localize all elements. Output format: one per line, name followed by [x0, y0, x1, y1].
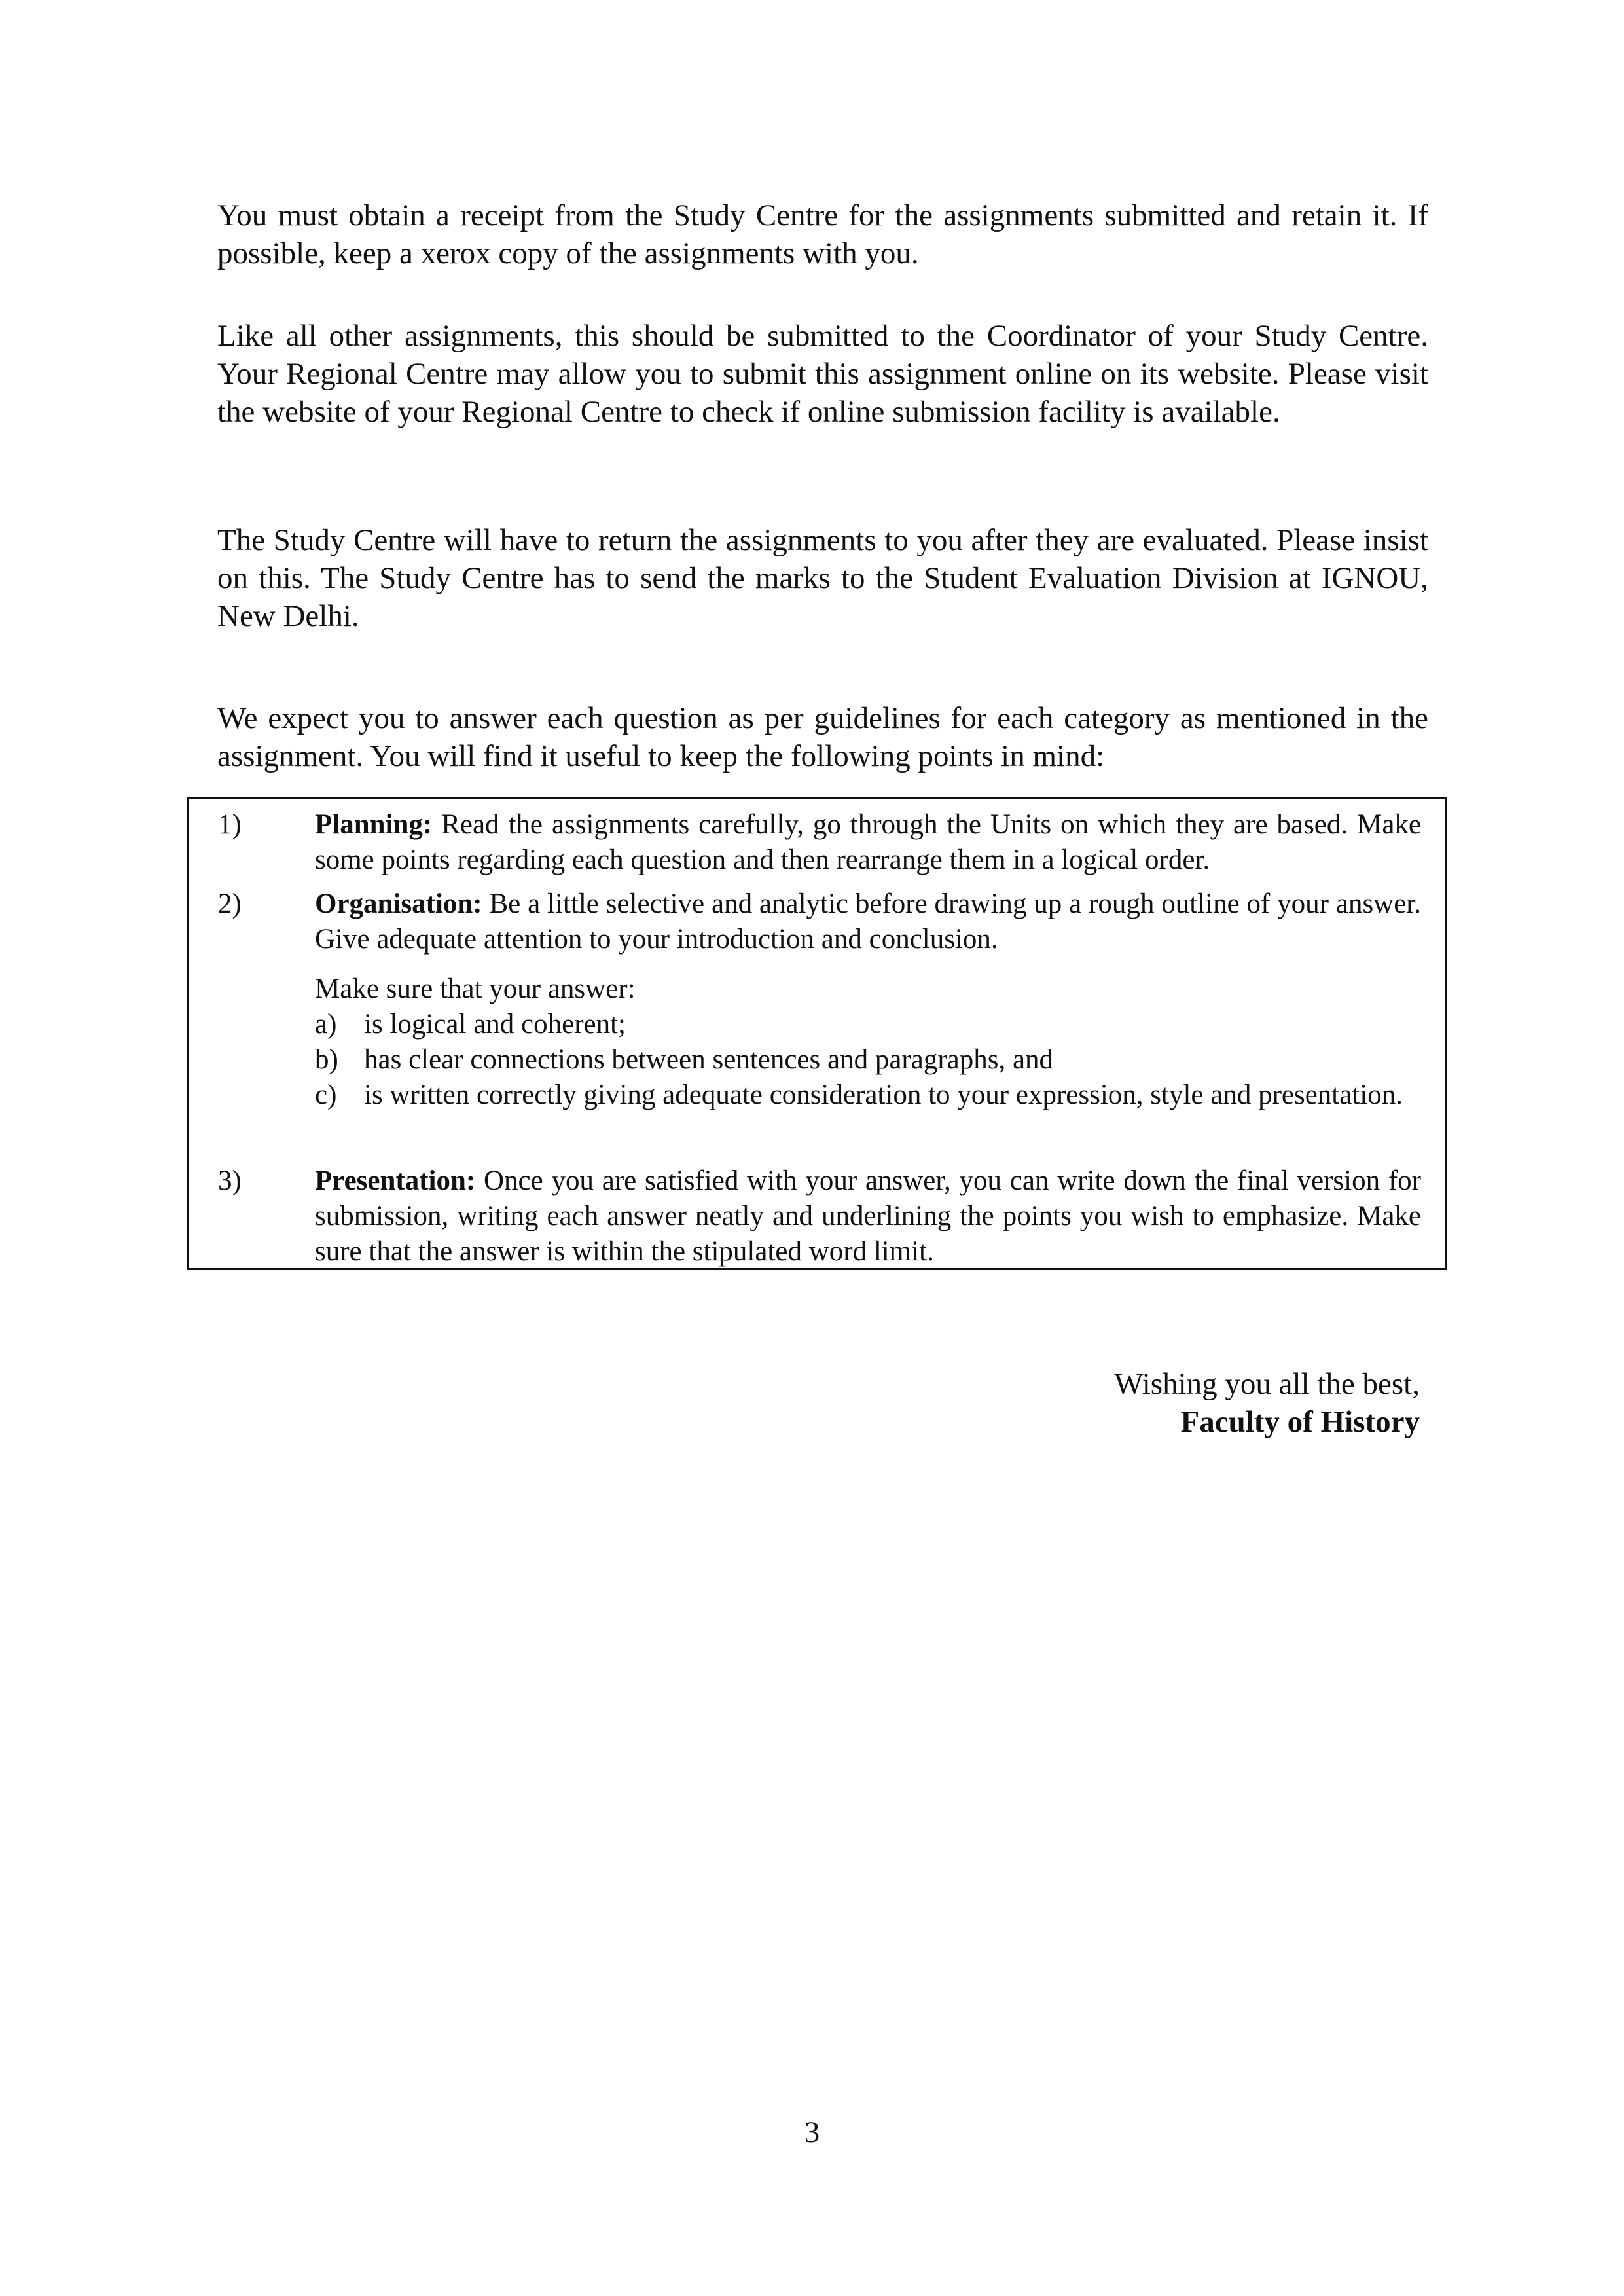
- closing-line: Wishing you all the best,: [1114, 1367, 1420, 1401]
- guideline-heading: Organisation:: [315, 888, 482, 919]
- paragraph-evaluation: The Study Centre will have to return the assignments to you after they are evaluated. Please insist on this. The Study Centre has to send the marks to the Student Evaluation Division at IGNOU, New Delhi.: [217, 523, 1428, 633]
- sub-list-item: [315, 1007, 1421, 1042]
- page-number: 3: [804, 2115, 820, 2149]
- guideline-text: Once you are satisfied with your answer, you can write down the final version for submission, writing each answer neatly and underlining the points you wish to emphasize. Make sure that the answer is within the stipulated word limit.: [315, 1165, 1422, 1267]
- sub-list-letter: a): [315, 1009, 337, 1040]
- sub-list-text: is written correctly giving adequate consideration to your expression, style and presentation.: [364, 1080, 1403, 1110]
- sub-list-letter: c): [315, 1080, 337, 1110]
- sub-list-letter: b): [315, 1044, 338, 1075]
- paragraph-submission: Like all other assignments, this should be submitted to the Coordinator of your Study Centre. Your Regional Centre may allow you to submit this assignment online on its website. Please visit the website of your Regional Centre to check if online submission facility is available.: [217, 319, 1428, 429]
- signature: Faculty of History: [1180, 1405, 1420, 1439]
- guideline-number: 2): [218, 888, 242, 919]
- sub-list: [315, 1007, 1421, 1113]
- guideline-body: [315, 886, 1421, 1113]
- guideline-body: [315, 1163, 1421, 1269]
- guideline-heading: Presentation:: [315, 1165, 476, 1196]
- paragraph-expectations: We expect you to answer each question as per guidelines for each category as mentioned in the assignment. You will find it useful to keep the following points in mind:: [217, 701, 1428, 773]
- sub-list-text: is logical and coherent;: [364, 1009, 626, 1040]
- guideline-body: [315, 807, 1421, 878]
- paragraph-receipt: You must obtain a receipt from the Study Centre for the assignments submitted and retain it. If possible, keep a xerox copy of the assignments with you.: [217, 198, 1428, 270]
- sub-list-item: [315, 1042, 1421, 1078]
- sub-list-intro: Make sure that your answer:: [315, 974, 636, 1004]
- guideline-text: Be a little selective and analytic before drawing up a rough outline of your answer. Give adequate attention to your introduction and conclusion.: [315, 888, 1422, 955]
- guideline-heading: Planning:: [315, 809, 433, 840]
- guideline-number: 3): [218, 1165, 242, 1196]
- guideline-number: 1): [218, 809, 242, 840]
- guidelines-box: [187, 797, 1447, 1270]
- sub-list-item: [315, 1078, 1421, 1113]
- sub-list-text: has clear connections between sentences and paragraphs, and: [364, 1044, 1054, 1075]
- guideline-text: Read the assignments carefully, go through the Units on which they are based. Make some points regarding each question and then rearrange them in a logical order.: [315, 809, 1421, 875]
